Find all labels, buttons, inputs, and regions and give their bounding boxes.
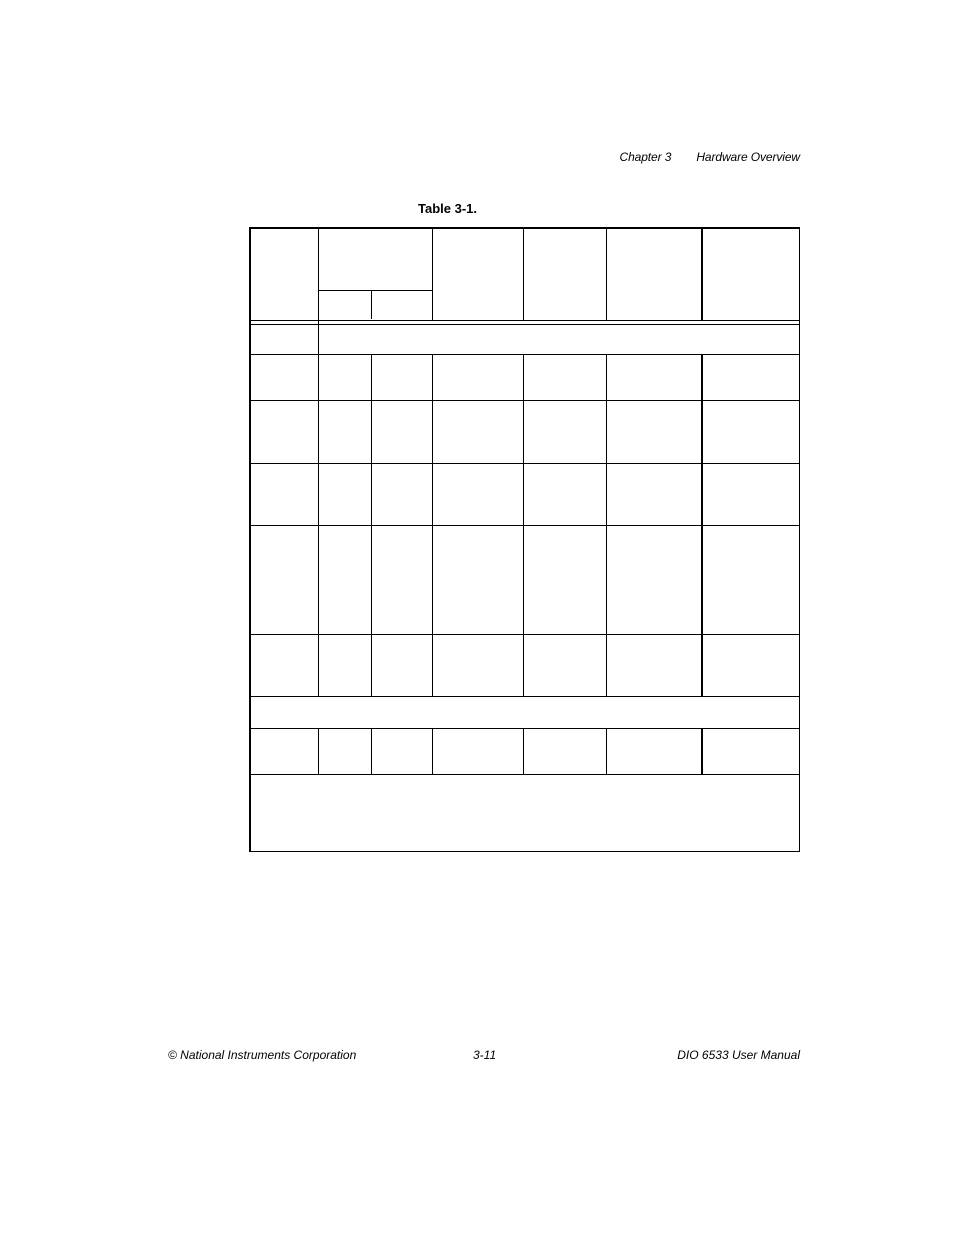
table-header-rule: [251, 320, 799, 321]
data-table: [249, 227, 800, 852]
section-title: Hardware Overview: [696, 150, 800, 164]
table-row-divider: [251, 634, 799, 635]
table-column-divider: [318, 728, 319, 774]
table-column-divider: [432, 728, 433, 774]
table-column-divider: [371, 728, 372, 774]
table-row-divider: [251, 525, 799, 526]
table-column-divider: [523, 229, 524, 320]
table-row-divider: [251, 728, 799, 729]
table-column-divider: [606, 229, 607, 320]
table-row-divider: [251, 354, 799, 355]
table-column-divider: [371, 290, 372, 319]
table-column-divider: [523, 728, 524, 774]
table-header-subdivider: [318, 290, 432, 291]
table-caption: Table 3-1.: [418, 201, 478, 216]
table-row-divider: [251, 400, 799, 401]
footer-manual-title: DIO 6533 User Manual: [677, 1048, 800, 1062]
table-column-divider: [432, 229, 433, 320]
table-row-divider: [251, 463, 799, 464]
running-header: [620, 150, 800, 164]
table-row-divider: [251, 774, 799, 775]
footer-copyright: © National Instruments Corporation: [168, 1048, 357, 1062]
table-header-rule: [251, 324, 799, 325]
footer-page-number: 3-11: [473, 1048, 497, 1062]
table-column-divider: [701, 728, 703, 774]
chapter-label: Chapter 3: [619, 150, 672, 164]
table-column-divider: [701, 229, 703, 320]
table-row-divider: [251, 696, 799, 697]
table-column-divider: [606, 728, 607, 774]
